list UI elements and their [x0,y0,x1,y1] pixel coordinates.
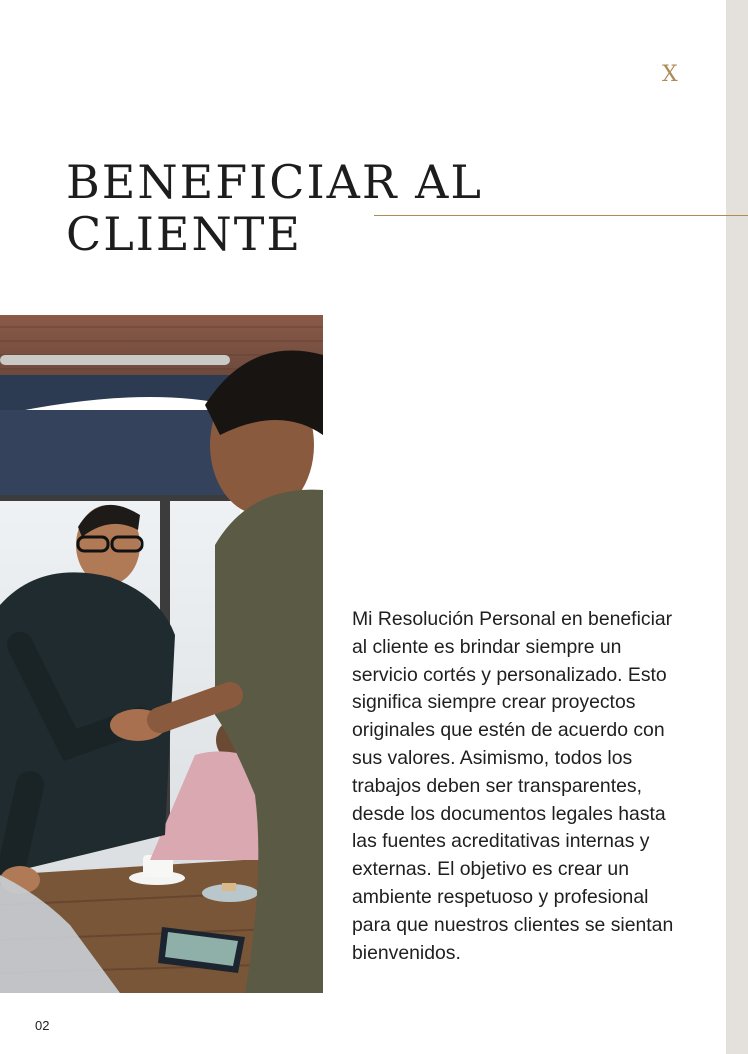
side-strip [726,0,748,1054]
page-title [66,156,526,260]
body-paragraph: Mi Resolución Personal en beneficiar al cliente es brindar siempre un servicio cortés y personalizado. Esto significa siempre crear proyectos originales que estén de acuerdo con sus valores. Asimismo, todos los trabajos deben ser transparentes, desde los documentos legales hasta las fuentes acreditativas internas y externas. El objetivo es crear un ambiente respetuoso y profesional para que nuestros clientes se sientan bienvenidos. [352,608,674,964]
title-divider [374,215,748,216]
close-icon[interactable]: X [662,62,678,87]
page-title-line-1: BENEFICIAR AL [66,155,483,209]
page-number: 02 [35,1018,50,1033]
page-title-line-2: CLIENTE [66,207,303,261]
team-handshake-photo [0,315,323,993]
